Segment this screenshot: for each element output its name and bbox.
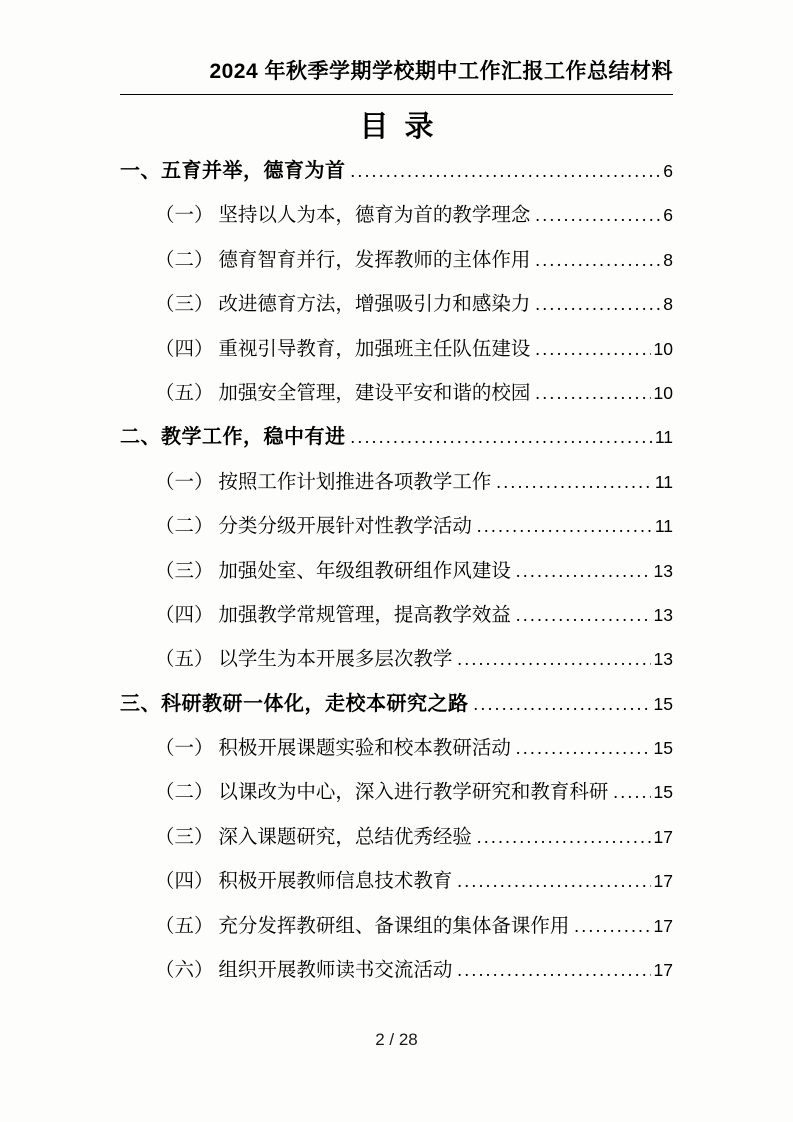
toc-entry-text: （一） 按照工作计划推进各项教学工作 (155, 471, 492, 493)
toc-entry[interactable] (120, 770, 673, 814)
toc-entry-page: 17 (653, 915, 673, 936)
toc-entry-page: 6 (663, 161, 673, 181)
toc-entry[interactable] (120, 948, 673, 992)
toc-entry-text: （三） 加强处室、年级组教研组作风建设 (155, 560, 511, 582)
toc-entry[interactable] (120, 815, 673, 859)
toc-entry-page: 15 (653, 738, 673, 759)
toc-entry[interactable] (120, 859, 673, 903)
toc-entry-text: （二） 德育智育并行，发挥教师的主体作用 (155, 249, 531, 271)
toc-entry[interactable] (120, 149, 673, 193)
toc-entry-page: 8 (663, 249, 673, 270)
toc-entry-text: （一） 积极开展课题实验和校本教研活动 (155, 738, 511, 760)
toc-entry-page: 8 (663, 294, 673, 315)
toc-entry[interactable] (120, 327, 673, 371)
toc-entry-page: 17 (653, 960, 673, 981)
toc-dot-leader (351, 149, 661, 193)
toc-entry-text: （五） 充分发挥教研组、备课组的集体备课作用 (155, 915, 570, 937)
toc-entry-page: 13 (653, 649, 673, 670)
toc-dot-leader (457, 948, 650, 992)
toc-entry-page: 17 (653, 871, 673, 892)
toc-dot-leader (535, 238, 660, 282)
toc-entry-page: 13 (653, 560, 673, 581)
toc-dot-leader (535, 371, 650, 415)
toc-entry-text: 一、五育并举，德育为首 (120, 160, 346, 182)
toc-entry-page: 11 (654, 427, 673, 448)
toc-entry-page: 15 (653, 693, 673, 714)
toc-entry-text: 三、科研教研一体化，走校本研究之路 (120, 692, 469, 715)
toc-entry[interactable] (120, 637, 673, 681)
toc-dot-leader (535, 282, 660, 326)
toc-entry-text: （四） 积极开展教师信息技术教育 (155, 871, 453, 893)
toc-entry[interactable] (120, 504, 673, 548)
toc-entry-text: （五） 加强安全管理，建设平安和谐的校园 (155, 382, 531, 404)
toc-entry[interactable] (120, 415, 673, 459)
toc-entry-text: （一） 坚持以人为本，德育为首的教学理念 (155, 205, 531, 227)
toc-entry[interactable] (120, 682, 673, 726)
toc-entry-page: 15 (653, 782, 673, 803)
toc-entry-page: 11 (654, 471, 673, 492)
toc-dot-leader (516, 593, 651, 637)
toc-dot-leader (535, 327, 650, 371)
toc-dot-leader (477, 815, 651, 859)
page-number-indicator: 2 / 28 (375, 1030, 418, 1049)
toc-entry[interactable] (120, 549, 673, 593)
toc-dot-leader (457, 859, 650, 903)
table-of-contents (120, 149, 673, 992)
toc-entry-text: 二、教学工作，稳中有进 (120, 426, 346, 449)
toc-entry[interactable] (120, 371, 673, 415)
toc-dot-leader (535, 193, 660, 237)
toc-dot-leader (474, 682, 651, 726)
toc-entry-text: （四） 加强教学常规管理，提高教学效益 (155, 604, 511, 626)
toc-dot-leader (496, 460, 651, 504)
header-divider (120, 94, 673, 95)
toc-entry[interactable] (120, 593, 673, 637)
document-header-title: 2024 年秋季学期学校期中工作汇报工作总结材料 (209, 60, 673, 83)
toc-dot-leader (457, 637, 650, 681)
page-title: 目 录 (359, 111, 434, 143)
toc-entry-page: 17 (653, 826, 673, 847)
toc-dot-leader (477, 504, 652, 548)
toc-entry-text: （三） 改进德育方法，增强吸引力和感染力 (155, 294, 531, 316)
toc-dot-leader (516, 726, 651, 770)
toc-entry-page: 10 (653, 382, 673, 403)
toc-entry[interactable] (120, 726, 673, 770)
toc-entry-text: （四） 重视引导教育，加强班主任队伍建设 (155, 338, 531, 360)
toc-entry[interactable] (120, 238, 673, 282)
toc-dot-leader (613, 770, 650, 814)
toc-dot-leader (516, 549, 651, 593)
toc-entry-page: 6 (663, 205, 673, 226)
toc-entry-page: 10 (653, 338, 673, 359)
toc-entry[interactable] (120, 460, 673, 504)
toc-entry-page: 13 (653, 604, 673, 625)
toc-entry-text: （二） 分类分级开展针对性教学活动 (155, 516, 472, 538)
toc-dot-leader (574, 904, 650, 948)
toc-entry-text: （二） 以课改为中心，深入进行教学研究和教育科研 (155, 782, 609, 804)
toc-entry-text: （六） 组织开展教师读书交流活动 (155, 960, 453, 982)
toc-entry-page: 11 (654, 516, 673, 537)
toc-entry-text: （三） 深入课题研究，总结优秀经验 (155, 826, 472, 848)
toc-entry-text: （五） 以学生为本开展多层次教学 (155, 649, 453, 671)
toc-entry[interactable] (120, 193, 673, 237)
toc-entry[interactable] (120, 282, 673, 326)
toc-dot-leader (351, 415, 652, 459)
toc-entry[interactable] (120, 904, 673, 948)
